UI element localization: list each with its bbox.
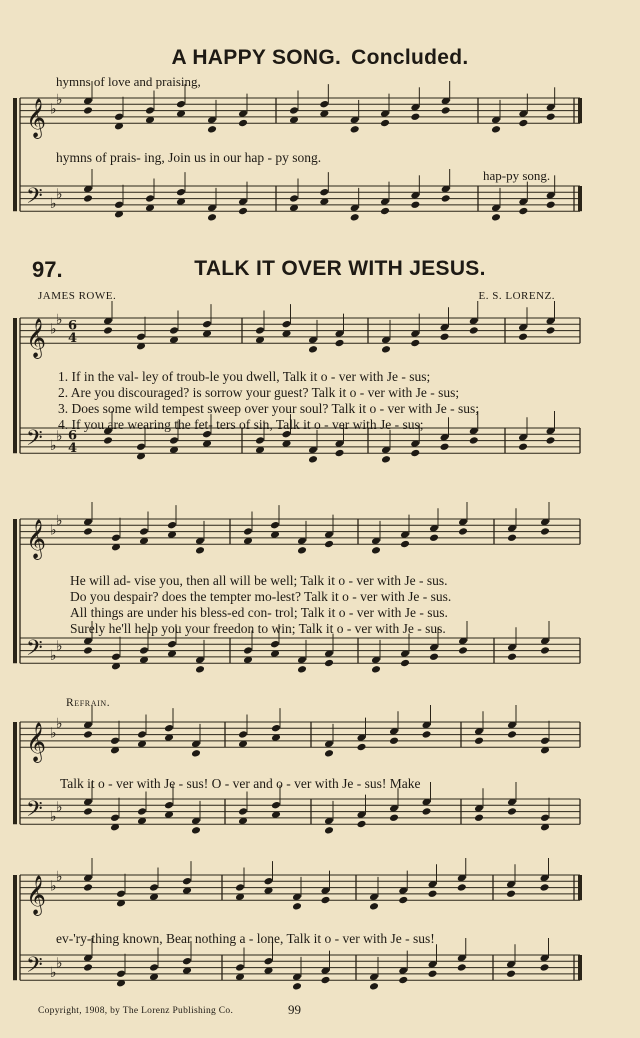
note-head <box>255 326 265 335</box>
note-head <box>238 119 248 128</box>
bass-clef-icon: 𝄢 <box>26 796 43 827</box>
note-head <box>111 533 121 542</box>
note-head <box>398 896 408 905</box>
note-head <box>546 112 556 121</box>
note-head <box>546 326 556 335</box>
note-head <box>546 200 556 209</box>
lyric-line-alt: hap-py song. <box>483 168 551 183</box>
note-head <box>400 540 410 549</box>
flat-icon: ♭ <box>50 101 57 118</box>
note-head <box>324 659 334 668</box>
note-head <box>335 449 345 458</box>
note-head <box>271 724 281 733</box>
note-head <box>297 546 307 555</box>
note-head <box>491 213 501 222</box>
note-head <box>400 659 410 668</box>
time-signature-top: 6 <box>68 318 78 334</box>
note-head <box>116 889 126 898</box>
note-head <box>335 339 345 348</box>
note-head <box>381 455 391 464</box>
note-head <box>114 112 124 121</box>
note-head <box>540 736 550 745</box>
flat-icon: ♭ <box>56 312 63 329</box>
flat-icon: ♭ <box>56 428 63 445</box>
time-signature-bottom: 4 <box>68 441 78 457</box>
note-head <box>139 527 149 536</box>
note-head <box>428 969 438 978</box>
note-head <box>235 963 245 972</box>
song-title-talk-it-over: TALK IT OVER WITH JESUS. <box>194 257 486 280</box>
verse-line-3a: 3. Does some wild tempest sweep over your soul? Talk it o - ver with Je - sus; <box>58 401 479 416</box>
note-head <box>350 213 360 222</box>
verse-line-2a: 2. Are you discouraged? is sorrow your guest? Talk it o - ver with Je - sus; <box>58 385 460 400</box>
note-head <box>540 527 550 536</box>
note-head <box>371 665 381 674</box>
flat-icon: ♭ <box>56 955 63 972</box>
verse-line-4a: 4. If you are wearing the fet- ters of sin, Talk it o - ver with Je - sus; <box>58 417 424 432</box>
note-head <box>429 652 439 661</box>
note-head <box>255 436 265 445</box>
treble-clef-icon: 𝄞 <box>26 98 47 139</box>
note-head <box>164 724 174 733</box>
note-head <box>491 125 501 134</box>
note-head <box>202 320 212 329</box>
verse-line-1a: 1. If in the val- ley of troub-le you dwell, Talk it o - ver with Je - sus; <box>58 369 431 384</box>
note-head <box>169 436 179 445</box>
note-head <box>410 339 420 348</box>
note-head <box>422 730 432 739</box>
note-head <box>238 807 248 816</box>
note-head <box>191 749 201 758</box>
flat-icon: ♭ <box>50 878 57 895</box>
note-head <box>136 442 146 451</box>
note-head <box>145 106 155 115</box>
note-head <box>289 106 299 115</box>
note-head <box>243 646 253 655</box>
note-head <box>176 188 186 197</box>
note-head <box>308 455 318 464</box>
verse-line-2b: Do you despair? does the tempter mo-lest? Talk it o - ver with Je - sus. <box>70 589 452 604</box>
flat-icon: ♭ <box>50 195 57 212</box>
flat-icon: ♭ <box>56 869 63 886</box>
flat-icon: ♭ <box>56 799 63 816</box>
note-head <box>422 807 432 816</box>
refrain-label: Refrain. <box>66 697 111 709</box>
note-head <box>389 813 399 822</box>
treble-clef-icon: 𝄞 <box>26 519 47 560</box>
note-head <box>83 730 93 739</box>
song-title-happy-song <box>0 46 640 70</box>
lyric-line-top: hymns of love and praising, <box>56 74 201 89</box>
note-head <box>371 546 381 555</box>
note-head <box>474 813 484 822</box>
note-head <box>357 820 367 829</box>
note-head <box>264 957 274 966</box>
note-head <box>182 957 192 966</box>
note-head <box>457 963 467 972</box>
note-head <box>507 652 517 661</box>
flat-icon: ♭ <box>50 647 57 664</box>
treble-clef-icon: 𝄞 <box>26 722 47 763</box>
flat-icon: ♭ <box>56 186 63 203</box>
note-head <box>271 801 281 810</box>
note-head <box>324 749 334 758</box>
note-head <box>264 877 274 886</box>
note-head <box>381 345 391 354</box>
note-head <box>289 194 299 203</box>
bass-clef-icon: 𝄢 <box>26 183 43 214</box>
flat-icon: ♭ <box>50 808 57 825</box>
note-head <box>469 436 479 445</box>
flat-icon: ♭ <box>56 638 63 655</box>
note-head <box>428 889 438 898</box>
note-head <box>474 736 484 745</box>
note-head <box>540 646 550 655</box>
composer-credit: E. S. LORENZ. <box>478 290 555 302</box>
note-head <box>207 125 217 134</box>
verse-line-4b: Surely he'll help you your freedon to win; Talk it o - ver with Je - sus. <box>70 621 446 636</box>
note-head <box>380 119 390 128</box>
note-head <box>389 736 399 745</box>
note-head <box>167 640 177 649</box>
note-head <box>297 665 307 674</box>
note-head <box>518 119 528 128</box>
note-head <box>176 100 186 109</box>
note-head <box>410 200 420 209</box>
note-head <box>292 982 302 991</box>
note-head <box>410 449 420 458</box>
note-head <box>380 207 390 216</box>
note-head <box>440 332 450 341</box>
note-head <box>243 527 253 536</box>
title-text: A HAPPY SONG. <box>171 46 342 69</box>
note-head <box>321 976 331 985</box>
verse-line-3b: All things are under his bless-ed con- trol; Talk it o - ver with Je - sus. <box>70 605 448 620</box>
note-head <box>546 436 556 445</box>
note-head <box>292 902 302 911</box>
treble-clef-icon: 𝄞 <box>26 318 47 359</box>
refrain-line-1: Talk it o - ver with Je - sus! O - ver and o - ver with Je - sus! Make <box>60 776 421 791</box>
note-head <box>507 533 517 542</box>
note-head <box>369 902 379 911</box>
note-head <box>319 188 329 197</box>
note-head <box>235 883 245 892</box>
note-head <box>270 640 280 649</box>
note-head <box>457 883 467 892</box>
note-head <box>458 527 468 536</box>
bass-clef-icon: 𝄢 <box>26 425 43 456</box>
note-head <box>83 194 93 203</box>
note-head <box>83 646 93 655</box>
note-head <box>136 332 146 341</box>
note-head <box>350 125 360 134</box>
note-head <box>139 646 149 655</box>
copyright-notice: Copyright, 1908, by The Lorenz Publishing Co. <box>38 1006 234 1016</box>
bass-clef-icon: 𝄢 <box>26 635 43 666</box>
time-signature-bottom: 4 <box>68 331 78 347</box>
note-head <box>164 801 174 810</box>
note-head <box>149 963 159 972</box>
note-head <box>103 436 113 445</box>
note-head <box>440 442 450 451</box>
flat-icon: ♭ <box>56 92 63 109</box>
note-head <box>137 807 147 816</box>
note-head <box>207 213 217 222</box>
lyric-line: hymns of prais- ing, Join us in our hap - py song. <box>56 150 322 165</box>
flat-icon: ♭ <box>56 513 63 530</box>
note-head <box>398 976 408 985</box>
treble-clef-icon: 𝄞 <box>26 875 47 916</box>
note-head <box>238 207 248 216</box>
note-head <box>182 877 192 886</box>
note-head <box>149 883 159 892</box>
note-head <box>83 807 93 816</box>
hymn-number: 97. <box>32 257 63 282</box>
note-head <box>441 194 451 203</box>
page-number: 99 <box>288 1002 301 1017</box>
note-head <box>195 546 205 555</box>
note-head <box>518 332 528 341</box>
note-head <box>114 200 124 209</box>
note-head <box>540 813 550 822</box>
note-head <box>169 326 179 335</box>
note-head <box>506 889 516 898</box>
flat-icon: ♭ <box>50 437 57 454</box>
note-head <box>83 527 93 536</box>
note-head <box>238 730 248 739</box>
refrain-line-2: ev-'ry-thing known, Bear nothing a - lone, Talk it o - ver with Je - sus! <box>56 931 435 946</box>
note-head <box>116 969 126 978</box>
note-head <box>103 326 113 335</box>
note-head <box>469 326 479 335</box>
note-head <box>191 826 201 835</box>
author-credit: JAMES ROWE. <box>38 290 117 302</box>
flat-icon: ♭ <box>50 964 57 981</box>
note-head <box>167 521 177 530</box>
flat-icon: ♭ <box>50 725 57 742</box>
note-head <box>282 320 292 329</box>
note-head <box>506 969 516 978</box>
note-head <box>137 730 147 739</box>
bass-clef-icon: 𝄢 <box>26 952 43 983</box>
note-head <box>308 345 318 354</box>
note-head <box>429 533 439 542</box>
verse-line-1b: He will ad- vise you, then all will be well; Talk it o - ver with Je - sus. <box>70 573 448 588</box>
note-head <box>324 540 334 549</box>
note-head <box>111 652 121 661</box>
note-head <box>458 646 468 655</box>
note-head <box>410 112 420 121</box>
note-head <box>540 883 550 892</box>
note-head <box>357 743 367 752</box>
note-head <box>195 665 205 674</box>
note-head <box>518 442 528 451</box>
note-head <box>319 100 329 109</box>
flat-icon: ♭ <box>50 522 57 539</box>
note-head <box>441 106 451 115</box>
note-head <box>321 896 331 905</box>
note-head <box>83 106 93 115</box>
note-head <box>507 730 517 739</box>
flat-icon: ♭ <box>56 716 63 733</box>
note-head <box>324 826 334 835</box>
note-head <box>540 963 550 972</box>
flat-icon: ♭ <box>50 321 57 338</box>
note-head <box>145 194 155 203</box>
note-head <box>270 521 280 530</box>
note-head <box>110 813 120 822</box>
note-head <box>83 963 93 972</box>
note-head <box>507 807 517 816</box>
title-subtitle: Concluded. <box>351 46 469 69</box>
note-head <box>83 883 93 892</box>
note-head <box>110 736 120 745</box>
time-signature-top: 6 <box>68 428 78 444</box>
note-head <box>369 982 379 991</box>
note-head <box>518 207 528 216</box>
